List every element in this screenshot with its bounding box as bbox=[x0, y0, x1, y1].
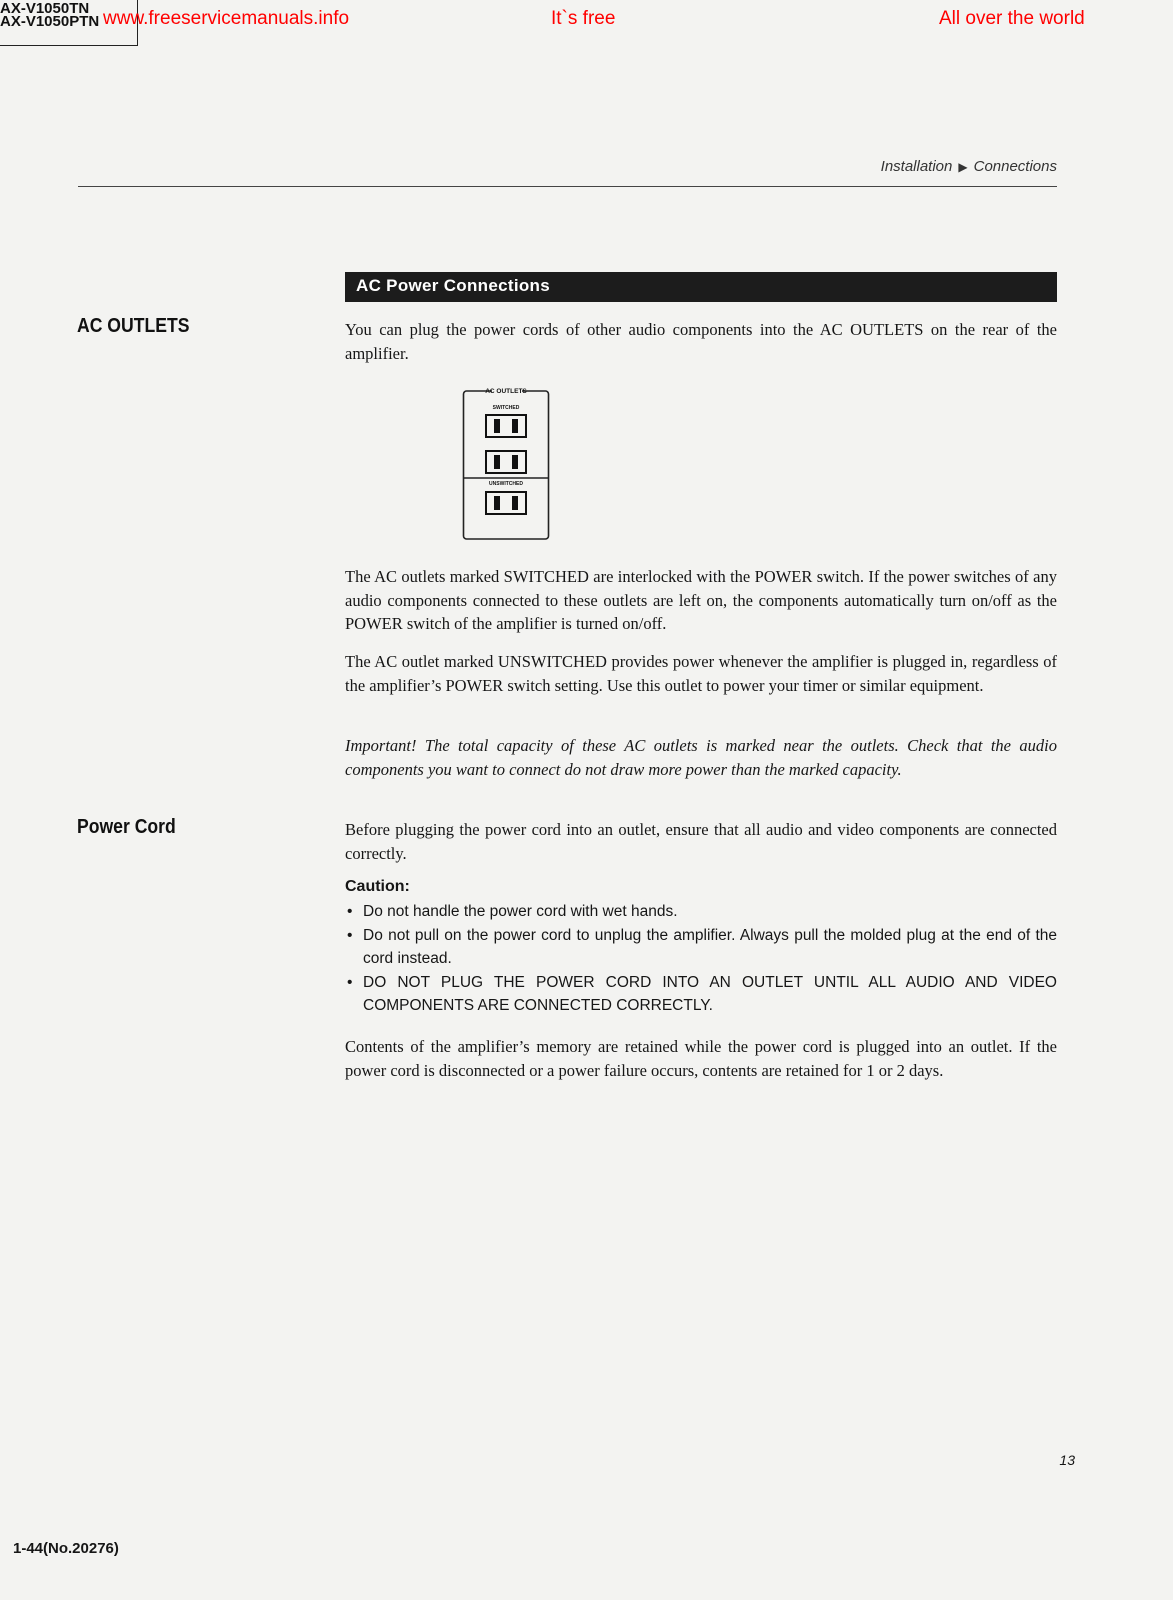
switched-socket-1 bbox=[486, 415, 526, 437]
power-cord-heading: Power Cord bbox=[77, 816, 176, 838]
breadcrumb-arrow-icon: ▶ bbox=[958, 160, 968, 174]
memory-retention-note: Contents of the amplifier’s memory are retained while the power cord is plugged into an outlet. If the power cord is disconnected or a power failure occurs, contents are retained for 1 or 2 days. bbox=[345, 1037, 1057, 1080]
diagram-unswitched-label: UNSWITCHED bbox=[489, 481, 523, 487]
document-number: 1-44(No.20276) bbox=[13, 1540, 119, 1557]
banner-free-text: It`s free bbox=[551, 8, 616, 29]
model-number-2: AX-V1050PTN bbox=[0, 13, 100, 30]
banner-url-link[interactable]: www.freeservicemanuals.info bbox=[103, 8, 350, 29]
banner-world-text: All over the world bbox=[939, 8, 1085, 29]
caution-item: • Do not handle the power cord with wet hands. bbox=[345, 900, 1057, 924]
switched-socket-2 bbox=[486, 451, 526, 473]
breadcrumb-section: Installation bbox=[880, 158, 953, 175]
diagram-title: AC OUTLETS bbox=[485, 388, 527, 395]
section-title: AC Power Connections bbox=[356, 276, 550, 295]
outlet-panel-illustration bbox=[462, 384, 550, 541]
ac-outlets-diagram bbox=[462, 384, 550, 541]
diagram-switched-label: SWITCHED bbox=[492, 405, 520, 411]
caution-heading: Caution: bbox=[345, 878, 410, 895]
unswitched-socket bbox=[486, 492, 526, 514]
ac-outlets-intro: You can plug the power cords of other audio components into the AC OUTLETS on the rear of the amplifier. bbox=[345, 320, 1057, 363]
switched-outlets-paragraph: The AC outlets marked SWITCHED are interlocked with the POWER switch. If the power switches of any audio components connected to these outlets are left on, the components automatically turn on/off as the POWER switch of the amplifier is turned on/off. bbox=[345, 567, 1057, 633]
breadcrumb bbox=[881, 158, 1057, 175]
important-capacity-note: Important! The total capacity of these AC outlets is marked near the outlets. Check that the audio components you want to connect do not draw more power than the marked capacity. bbox=[345, 736, 1057, 779]
header-divider bbox=[78, 186, 1057, 187]
ac-outlets-heading: AC OUTLETS bbox=[77, 315, 190, 337]
caution-list bbox=[345, 900, 1057, 1018]
caution-item: • DO NOT PLUG THE POWER CORD INTO AN OUTLET UNTIL ALL AUDIO AND VIDEO COMPONENTS ARE CONNECTED CORRECTLY. bbox=[345, 971, 1057, 1018]
page-number: 13 bbox=[1059, 1452, 1075, 1468]
breadcrumb-page: Connections bbox=[973, 158, 1057, 175]
power-cord-intro: Before plugging the power cord into an outlet, ensure that all audio and video components are connected correctly. bbox=[345, 820, 1057, 863]
caution-item: • Do not pull on the power cord to unplug the amplifier. Always pull the molded plug at the end of the cord instead. bbox=[345, 924, 1057, 971]
model-number-1: AX-V1050TN bbox=[0, 0, 90, 17]
unswitched-outlet-paragraph: The AC outlet marked UNSWITCHED provides power whenever the amplifier is plugged in, regardless of the amplifier’s POWER switch setting. Use this outlet to power your timer or similar equipment. bbox=[345, 652, 1057, 695]
